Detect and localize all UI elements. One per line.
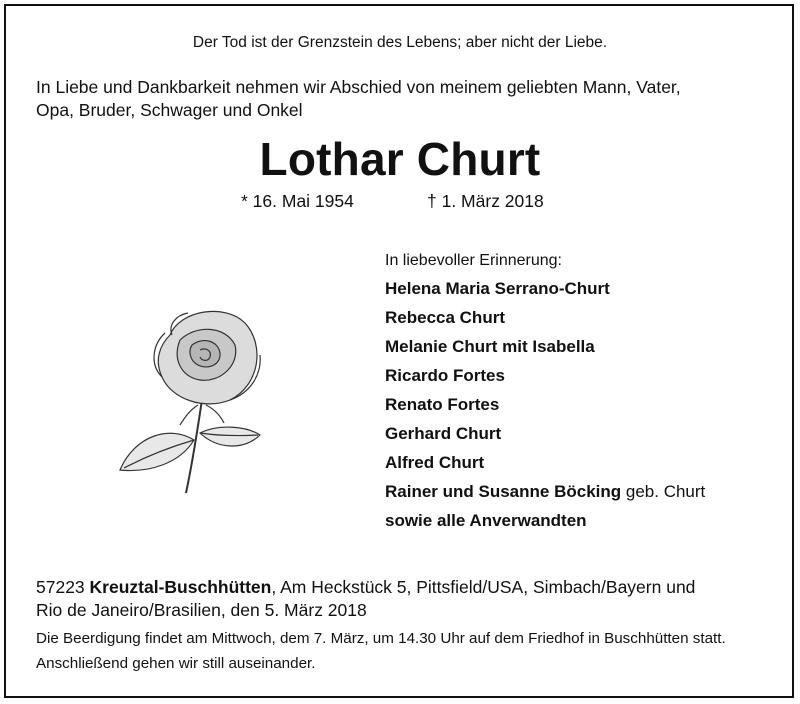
mourner-name: Alfred Churt [385, 453, 485, 472]
mourner-name: Melanie Churt mit Isabella [385, 337, 595, 356]
funeral-info: Die Beerdigung findet am Mittwoch, dem 7. März, um 14.30 Uhr auf dem Friedhof in Buschhütten statt. [36, 630, 726, 647]
place-line-2: Rio de Janeiro/Brasilien, den 5. März 2018 [36, 600, 367, 620]
town: Kreuztal-Buschhütten [89, 577, 272, 597]
birth-date: * 16. Mai 1954 [241, 191, 354, 211]
address: , Am Heckstück 5, Pittsfield/USA, Simbach/Bayern und [271, 577, 696, 597]
deceased-name: Lothar Churt [259, 133, 541, 185]
funeral-closing: Anschließend gehen wir still auseinander. [36, 655, 316, 672]
mourner-name: Renato Fortes [385, 395, 500, 414]
postcode: 57223 [36, 577, 90, 597]
mourner-name-suffix: geb. Churt [621, 482, 706, 501]
mourners-title: In liebevoller Erinnerung: [385, 252, 562, 269]
mourner-name-bold: Rainer und Susanne Böcking [385, 482, 622, 501]
mourner-name: Ricardo Fortes [385, 366, 505, 385]
motto: Der Tod ist der Grenzstein des Lebens; aber nicht der Liebe. [192, 34, 608, 51]
place-line-1 [36, 577, 695, 598]
rose-icon [110, 305, 280, 500]
intro-line-1: In Liebe und Dankbarkeit nehmen wir Abschied von meinem geliebten Mann, Vater, [36, 77, 681, 97]
mourner-name: Gerhard Churt [385, 424, 502, 443]
mourner-name-last [385, 482, 705, 502]
mourner-name: Rebecca Churt [385, 308, 505, 327]
death-date: † 1. März 2018 [427, 191, 544, 211]
mourner-name: Helena Maria Serrano-Churt [385, 279, 610, 298]
mourners-closing: sowie alle Anverwandten [385, 511, 587, 530]
intro-line-2: Opa, Bruder, Schwager und Onkel [36, 100, 303, 120]
